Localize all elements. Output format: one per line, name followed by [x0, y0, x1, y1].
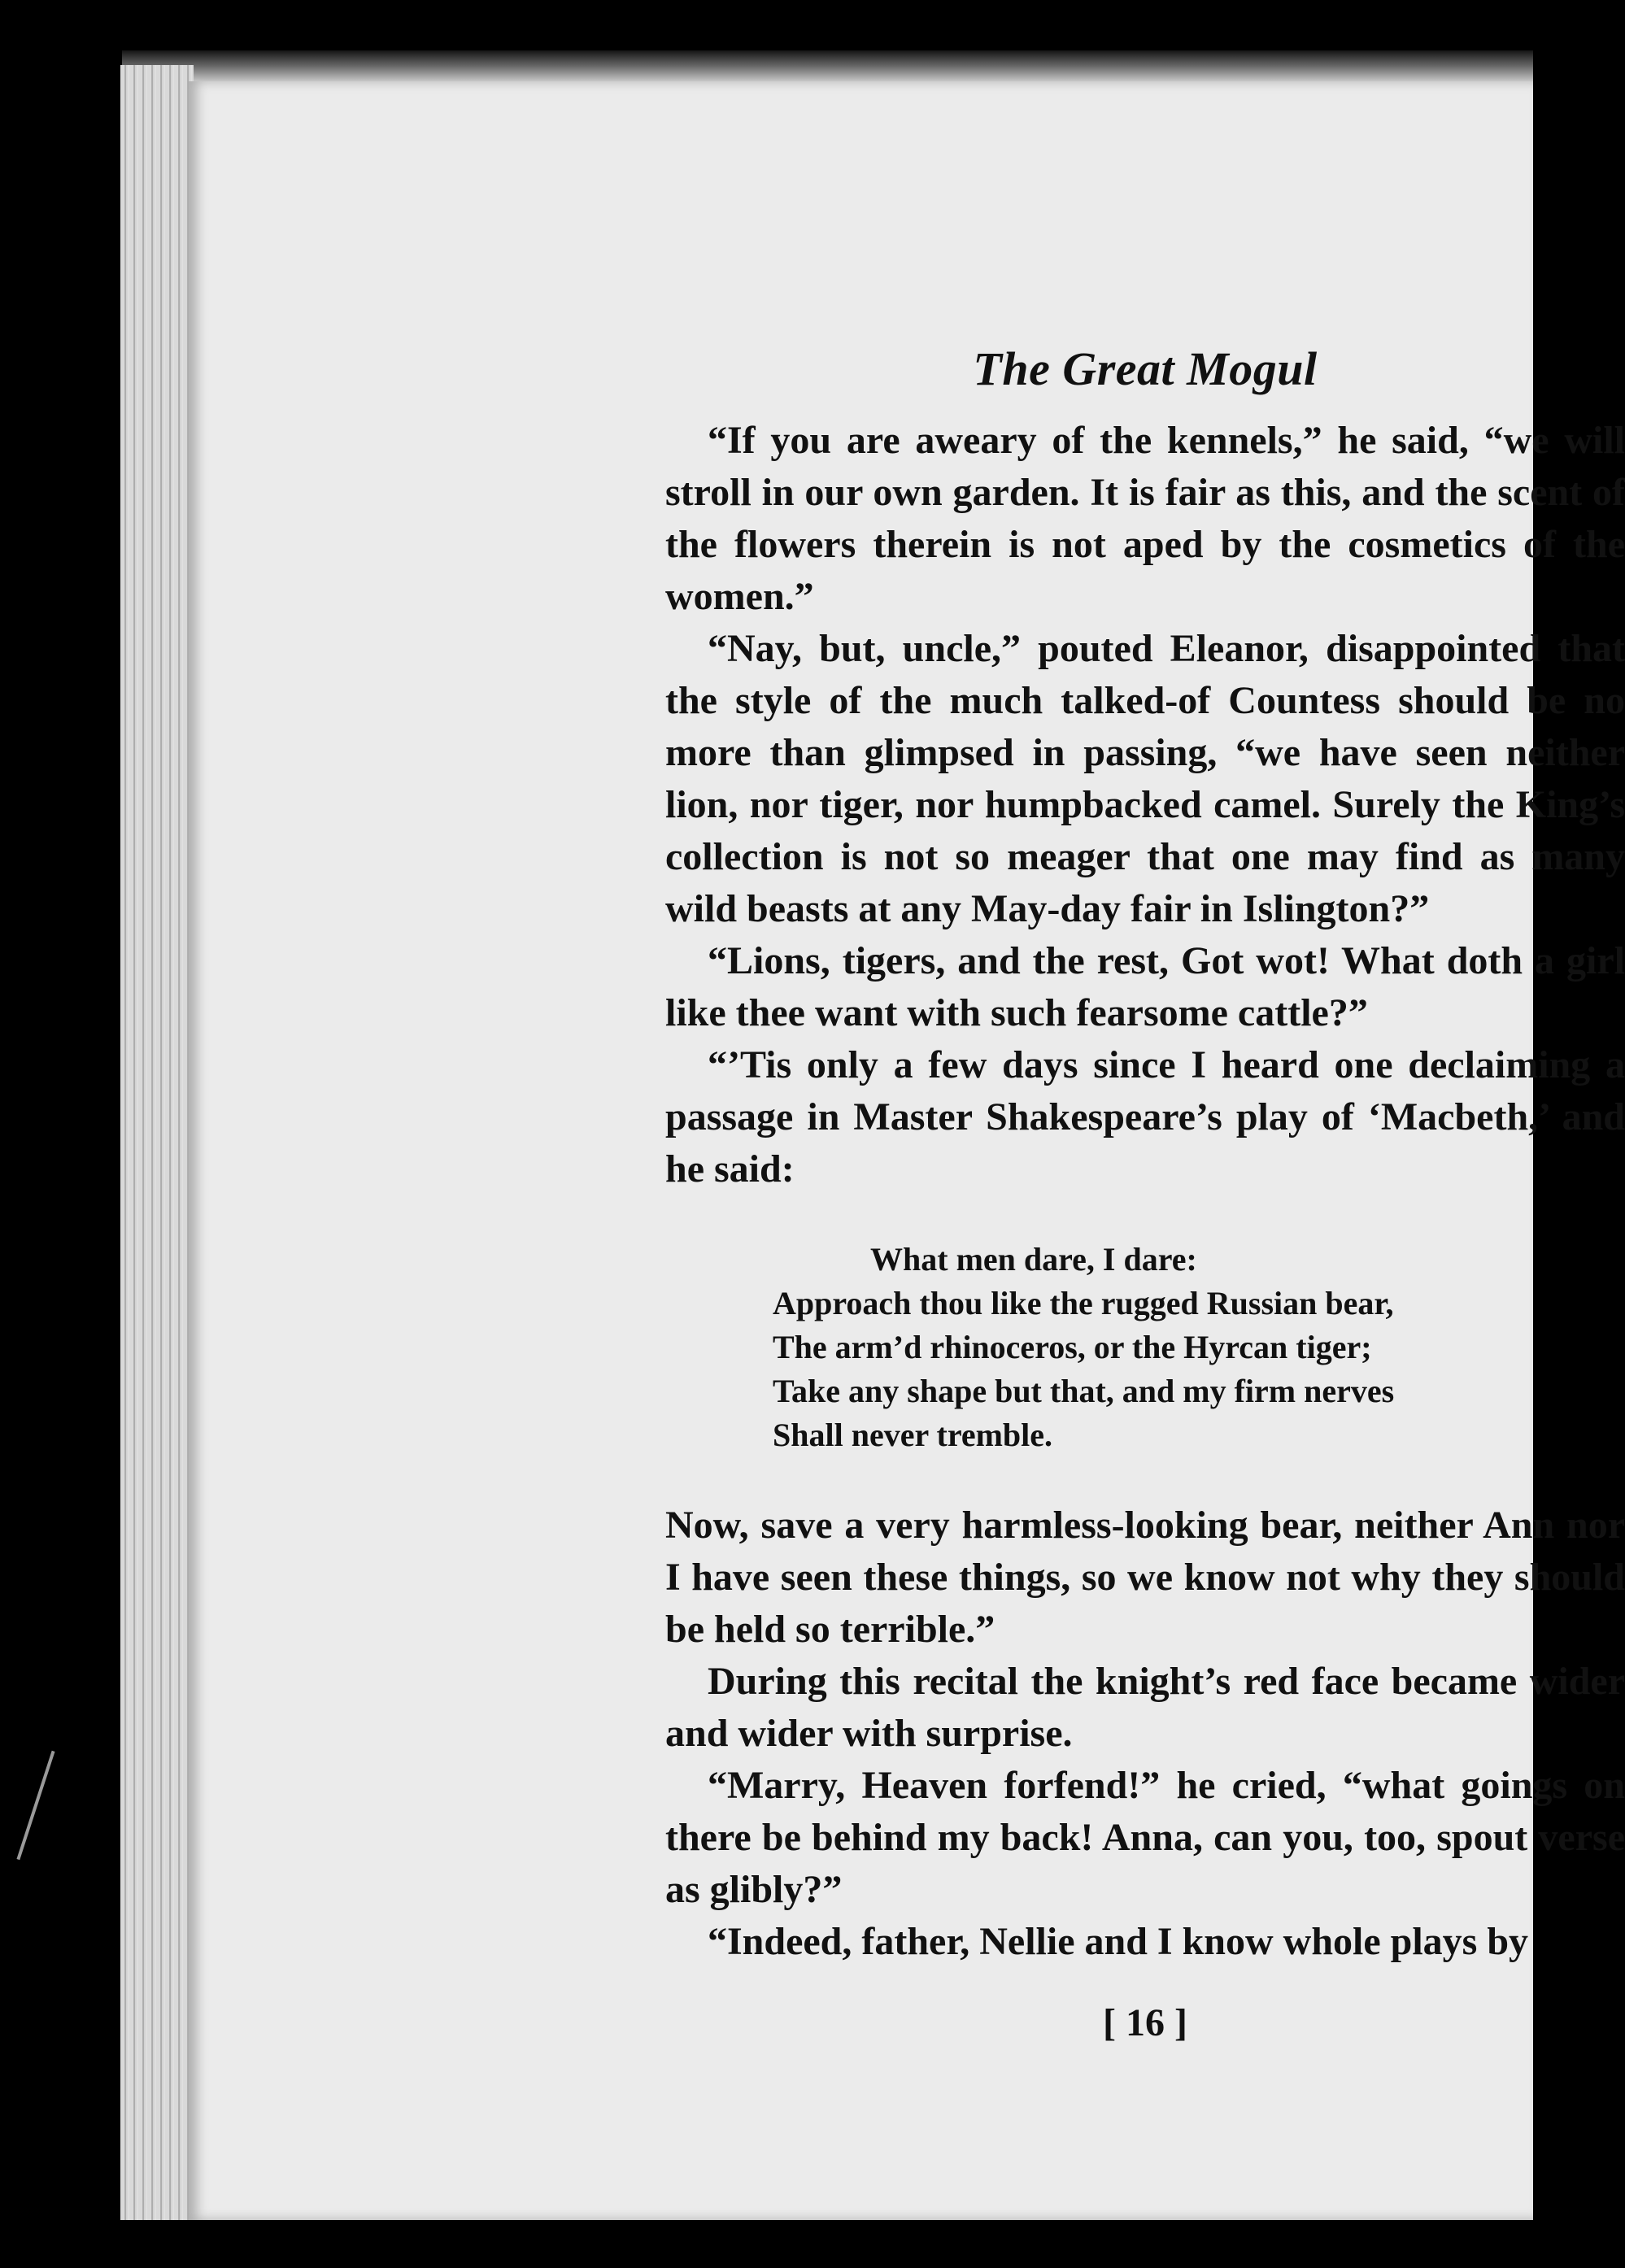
- page-number: [ 16 ]: [1103, 2001, 1187, 2044]
- margin-mark: [16, 1751, 54, 1860]
- paragraph: “Marry, Heaven forfend!” he cried, “what goings on there be behind my back! Anna, can you, too, spout verse as glibly?”: [665, 1764, 1625, 1911]
- stacked-page-edges: [120, 65, 194, 2220]
- paragraph: “Lions, tigers, and the rest, Got wot! What doth a girl like thee want with such fearsome cattle?”: [665, 939, 1625, 1034]
- verse-line: Shall never tremble.: [773, 1417, 1053, 1453]
- paragraph: “Indeed, father, Nellie and I know whole plays by: [708, 1920, 1529, 1963]
- running-title: The Great Mogul: [973, 342, 1318, 395]
- main-text: [665, 415, 1625, 1968]
- verse-line: Take any shape but that, and my firm nerves: [773, 1373, 1395, 1409]
- paragraph: “If you are aweary of the kennels,” he said, “we will stroll in our own garden. It is fair as this, and the scent of the flowers therein is not aped by the cosmetics of the women.”: [665, 419, 1625, 618]
- paragraph: Now, save a very harmless-looking bear, neither Ann nor I have seen these things, so we know not why they should be held so terrible.”: [665, 1504, 1625, 1651]
- paragraph: During this recital the knight’s red face became wider and wider with surprise.: [665, 1660, 1625, 1755]
- page-top-edge: [122, 50, 1533, 83]
- verse-line: The arm’d rhinoceros, or the Hyrcan tiger;: [773, 1329, 1372, 1365]
- verse-line: What men dare, I dare:: [870, 1241, 1197, 1278]
- paragraph: “’Tis only a few days since I heard one declaiming a passage in Master Shakespeare’s play of ‘Macbeth,’ and he said:: [665, 1043, 1625, 1191]
- verse-quotation: [773, 1238, 1625, 1457]
- paragraph: “Nay, but, uncle,” pouted Eleanor, disappointed that the style of the much talked-of Countess should be no more than glimpsed in passing, “we have seen neither lion, nor tiger, nor humpbacked camel. Surely the King’s collection is not so meager that one may find as many wild beasts at any May-day fair in Islington?”: [665, 627, 1625, 930]
- book-page: [189, 81, 1625, 2220]
- verse-line: Approach thou like the rugged Russian bear,: [773, 1285, 1394, 1321]
